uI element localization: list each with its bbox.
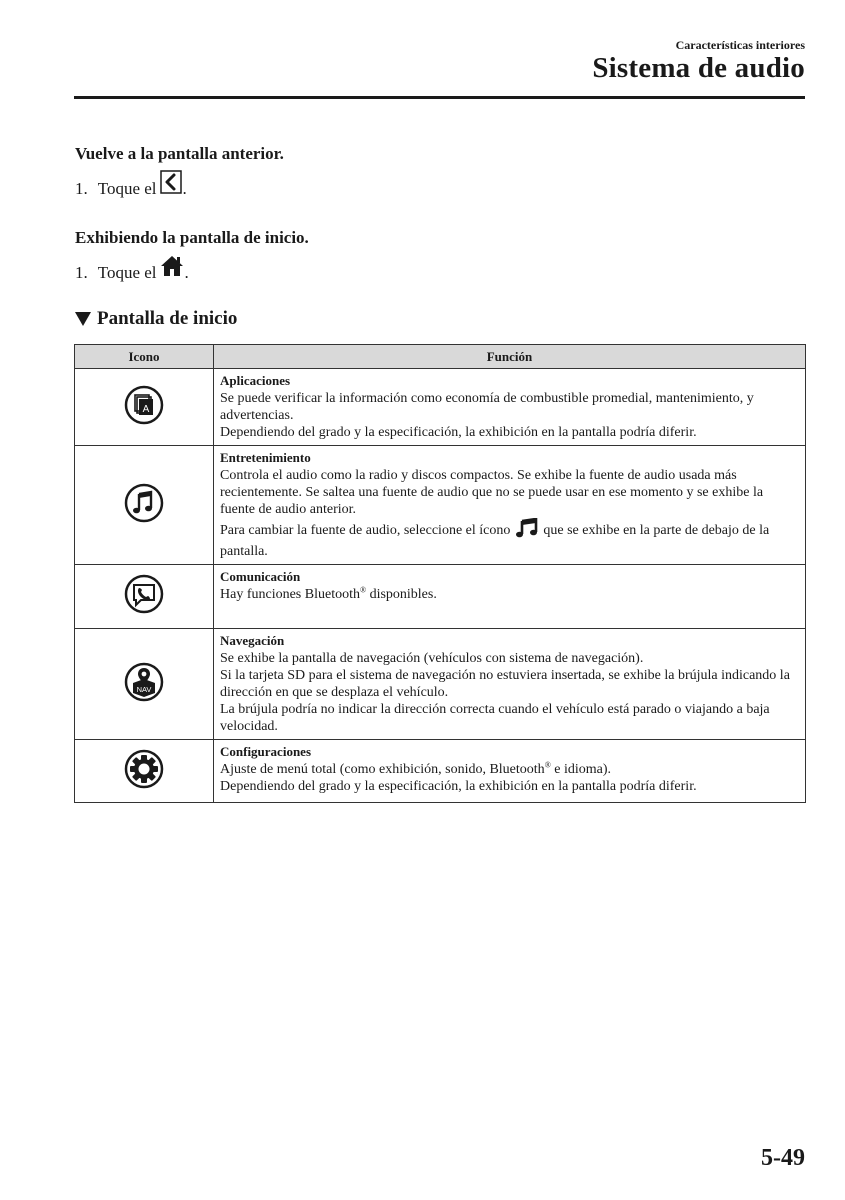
registered-mark: ® (544, 760, 551, 770)
icon-cell (75, 369, 214, 446)
section-heading (75, 308, 237, 330)
column-header-function: Función (214, 345, 806, 369)
row-text: Controla el audio como la radio y discos compactos. Se exhibe la fuente de audio usada más recientemente. Se saltea una fuente de audio que no se puede usar en ese momento y se exhibe la fuente de audio anterior. (220, 468, 764, 517)
back-heading: Vuelve a la pantalla anterior. (75, 144, 284, 163)
navigation-icon (124, 684, 164, 706)
home-step (75, 254, 189, 283)
function-cell (214, 629, 806, 740)
row-text: Se exhibe la pantalla de navegación (vehículos con sistema de navegación). (220, 651, 644, 666)
icon-cell (75, 629, 214, 740)
back-chevron-icon[interactable] (160, 170, 182, 199)
page-number: 5-49 (761, 1145, 805, 1171)
row-text: Hay funciones Bluetooth® disponibles. (220, 585, 437, 602)
function-cell (214, 740, 806, 803)
row-text: Dependiendo del grado y la especificación, la exhibición en la pantalla podría diferir. (220, 779, 697, 794)
step-number: 1. (75, 179, 88, 198)
home-icon[interactable] (160, 254, 184, 283)
step-number: 1. (75, 263, 88, 282)
row-title: Aplicaciones (220, 373, 291, 388)
row-text: Se puede verificar la información como economía de combustible promedial, mantenimiento, y advertencias. (220, 391, 754, 423)
table-row (75, 565, 806, 629)
row-text: La brújula podría no indicar la dirección correcta cuando el vehículo está parado o viajando a baja velocidad. (220, 702, 770, 734)
row-title: Navegación (220, 633, 285, 648)
music-note-icon (124, 512, 164, 527)
icon-cell (75, 565, 214, 629)
settings-gear-icon (124, 778, 164, 793)
step-text: Toque el (97, 179, 157, 198)
registered-mark: ® (359, 585, 367, 595)
section-heading-text: Pantalla de inicio (97, 308, 238, 329)
step-text: Toque el (97, 263, 157, 282)
row-title: Configuraciones (220, 744, 311, 759)
page-title: Sistema de audio (592, 52, 805, 84)
home-screen-table (74, 344, 806, 803)
communication-icon (124, 603, 164, 618)
column-header-icon: Icono (75, 345, 214, 369)
function-cell (214, 446, 806, 565)
back-step (75, 170, 187, 199)
row-note-before: Para cambiar la fuente de audio, seleccione el ícono (220, 523, 511, 538)
step-period: . (182, 179, 187, 198)
row-text: Ajuste de menú total (como exhibición, sonido, Bluetooth® e idioma). (220, 760, 612, 777)
icon-cell (75, 740, 214, 803)
icon-cell (75, 446, 214, 565)
triangle-down-icon (75, 312, 91, 326)
table-row (75, 446, 806, 565)
function-cell (214, 565, 806, 629)
row-title: Comunicación (220, 569, 301, 584)
step-period: . (184, 263, 189, 282)
navigation-icon-label: NAV (136, 684, 152, 694)
table-header-row (75, 345, 806, 369)
applications-icon (124, 403, 164, 429)
function-cell (214, 369, 806, 446)
applications-icon-label: A (142, 403, 150, 415)
table-row (75, 369, 806, 446)
header-divider (74, 96, 805, 99)
row-text: Dependiendo del grado y la especificación, la exhibición en la pantalla podría diferir. (220, 425, 697, 440)
music-note-icon (516, 518, 538, 543)
row-title: Entretenimiento (220, 450, 311, 465)
table-row (75, 629, 806, 740)
table-row (75, 740, 806, 803)
home-heading: Exhibiendo la pantalla de inicio. (75, 228, 309, 247)
row-note-after: que se exhibe en la parte de debajo de la pantalla. (220, 523, 770, 559)
row-text: Si la tarjeta SD para el sistema de navegación no estuviera insertada, se exhibe la brújula indicando la dirección en que se desplaza el vehículo. (220, 668, 790, 700)
section-name: Características interiores (675, 38, 805, 52)
row-note (220, 518, 799, 560)
